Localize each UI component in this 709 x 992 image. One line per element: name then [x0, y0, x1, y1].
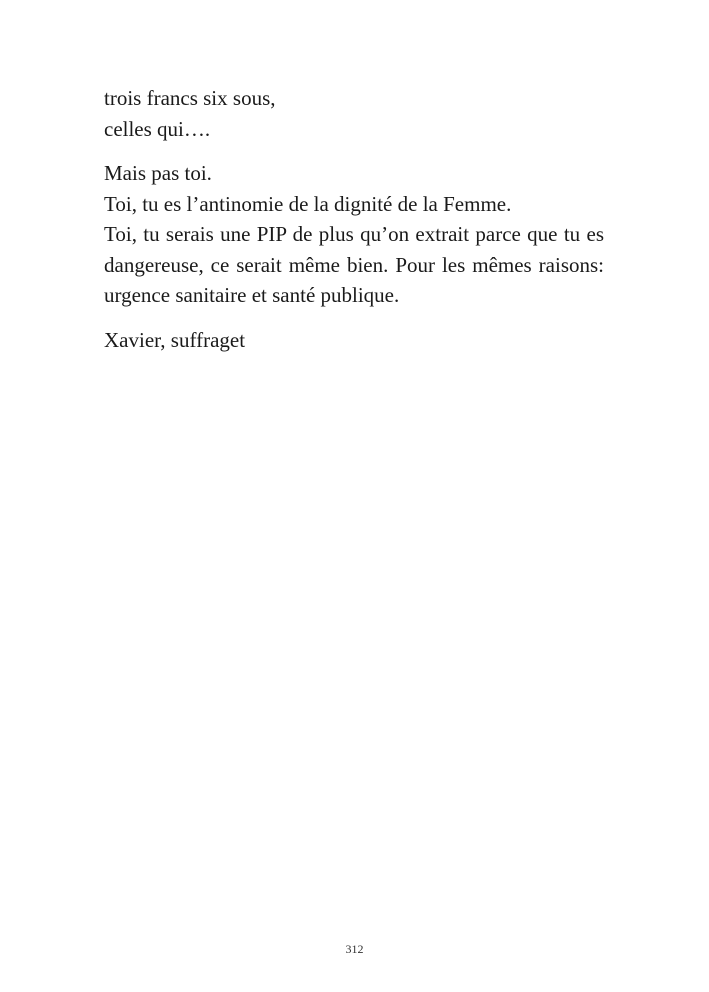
text-line: trois francs six sous,: [104, 86, 276, 110]
page-number: 312: [345, 942, 364, 956]
signature-line: Xavier, suffraget: [104, 327, 246, 352]
signature-paragraph: [104, 325, 604, 356]
paragraph-2: [104, 158, 604, 311]
text-line: celles qui….: [104, 116, 211, 141]
body-text: [104, 83, 604, 369]
justified-text: Toi, tu serais une PIP de plus qu’on extrait parce que tu es dangereuse, ce serait même bien. Pour les mêmes raisons: urgence sanitaire et santé publique.: [104, 222, 604, 307]
text-line: Toi, tu es l’antinomie de la dignité de la Femme.: [104, 191, 512, 216]
text-line: Mais pas toi.: [104, 161, 212, 185]
paragraph-1: [104, 83, 604, 144]
